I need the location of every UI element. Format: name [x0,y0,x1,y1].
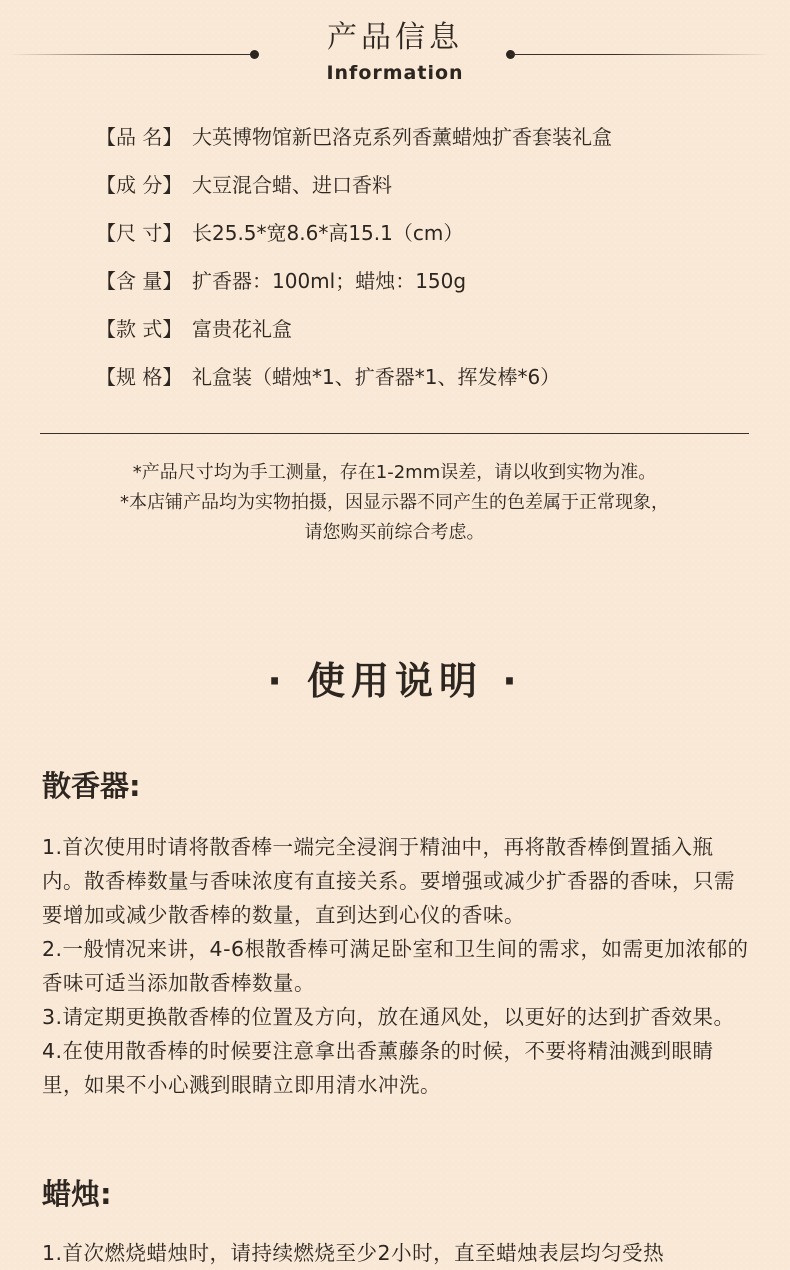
diffuser-heading: 散香器: [42,769,141,803]
spec-value: 礼盒装（蜡烛*1、扩香器*1、挥发棒*6） [192,365,561,389]
candle-instructions [42,1236,752,1270]
page-title: 产品信息 [327,20,463,55]
spec-label: 【品 名】 [96,125,183,149]
note-line: *产品尺寸均为手工测量，存在1-2mm误差，请以收到实物为准。 [132,462,657,483]
section-divider [40,433,749,434]
spec-label: 【成 分】 [96,173,183,197]
info-header [0,0,790,100]
spec-label: 【尺 寸】 [96,221,183,245]
note-line: *本店铺产品均为实物拍摄，因显示器不同产生的色差属于正常现象， [120,492,669,513]
spec-row-name [96,120,756,168]
note-line: 请您购买前综合考虑。 [304,522,485,543]
page-subtitle: Information [326,62,464,84]
instruction-paragraph: 1.首次使用时请将散香棒一端完全浸润于精油中，再将散香棒倒置插入瓶内。散香棒数量与香味浓度有直接关系。要增强或减少扩香器的香味，只需要增加或减少散香棒的数量，直到达到心仪的香味。 [42,835,735,927]
spec-list [96,120,756,408]
instruction-paragraph: 1.首次燃烧蜡烛时，请持续燃烧至少2小时，直至蜡烛表层均匀受热 [42,1241,665,1265]
spec-label: 【款 式】 [96,317,183,341]
instruction-paragraph: 2.一般情况来讲，4-6根散香棒可满足卧室和卫生间的需求，如需更加浓郁的香味可适当添加散香棒数量。 [42,937,749,995]
spec-value: 长25.5*宽8.6*高15.1（cm） [192,221,464,245]
candle-heading: 蜡烛: [42,1177,112,1211]
spec-row-content [96,264,756,312]
usage-title: · 使用说明 · [267,659,523,703]
spec-row-style [96,312,756,360]
spec-label: 【含 量】 [96,269,183,293]
instruction-paragraph: 3.请定期更换散香棒的位置及方向，放在通风处，以更好的达到扩香效果。 [42,1005,735,1029]
disclaimer-notes [40,458,749,548]
spec-value: 大豆混合蜡、进口香料 [192,173,392,197]
spec-value: 扩香器：100ml；蜡烛：150g [192,269,467,293]
header-line-right [510,54,770,55]
spec-value: 富贵花礼盒 [192,317,292,341]
instruction-paragraph: 4.在使用散香棒的时候要注意拿出香薰藤条的时候，不要将精油溅到眼睛里，如果不小心溅到眼睛立即用清水冲洗。 [42,1039,714,1097]
spec-label: 【规 格】 [96,365,183,389]
spec-row-ingredients [96,168,756,216]
spec-row-package [96,360,756,408]
diffuser-instructions [42,830,752,1102]
spec-row-size [96,216,756,264]
spec-value: 大英博物馆新巴洛克系列香薰蜡烛扩香套装礼盒 [192,125,612,149]
